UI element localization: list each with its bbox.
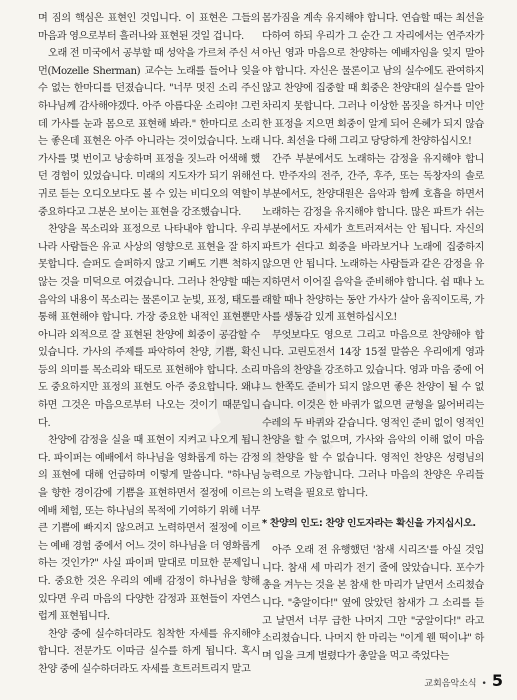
- page-footer: [424, 671, 503, 690]
- body-paragraph: 며 짐의 핵심은 표현인 것입니다. 이 표현은 그들의 마음과 영으로부터 흘러나와 표현된 것일 겁니다.: [38, 13, 260, 42]
- footer-separator: •: [481, 679, 487, 689]
- body-paragraph: 몸가짐을 계속 유지해야 합니다. 연습할 때는 최선을 다하여 하되 우리가 그 순간 그 자리에서는 연주자가 아닌 영과 마음으로 찬양하는 예배자임을 잊지 말아야 합니다. 자신은 물론이고 남의 실수에도 관여하지 않고 찬양에 집중할 때 회중은 찬양대의 실수를 알아차리지 못합니다. 그러나 이상한 몸짓을 하거나 미안한 표정을 지으면 회중이 알게 되어 은혜가 되지 않습니다. 최선을 다해 그리고 당당하게 찬양하십시오!: [262, 13, 484, 148]
- magazine-name: 교회음악소식: [424, 679, 477, 689]
- left-column: [38, 10, 260, 679]
- body-paragraph: 간주 부분에서도 노래하는 감정을 유지해야 합니다. 반주자의 전주, 간주, 후주, 또는 독창자의 솔로 부분에서도, 찬양대원은 음악과 함께 호흡을 하면서 노래하는 감정을 유지해야 합니다. 많은 파트가 쉬는 부분에서도 자세가 흐트러져서는 안 됩니다. 자신의 파트가 쉰다고 회중을 바라보거나 노래에 집중하지 않으면 안 됩니다. 노래하는 사람들과 같은 감정을 유지하면서 이어질 음악을 준비해야 합니다. 쉼 때나 노래할 때나 찬양하는 동안 가사가 살아 움직이도록, 가사를 생동감 있게 표현하십시오!: [262, 153, 484, 324]
- body-paragraph: 찬양을 목소리와 표정으로 나타내야 합니다. 우리 나라 사람들은 유교 사상의 영향으로 표현을 잘 하지 못합니다. 슬퍼도 슬퍼하지 않고 기뻐도 기쁜 척하지 않는 것을 미덕으로 여겼습니다. 그러나 찬양할 때는 음악의 내용이 목소리는 물론이고 눈빛, 표정, 태도를 통해 표현해야 합니다. 가장 중요한 내적인 표현뿐만 아니라 외적으로 잘 표현된 찬양에 회중이 공감할 수 있습니다. 가사의 주제를 파악하여 찬양, 기쁨, 확신 등의 의미를 목소리와 태도로 표현해야 합니다. 소리도 중요하지만 표정의 표현도 아주 중요합니다. 왜냐하면 그것은 마음으로부터 나오는 것이기 때문입니다.: [38, 224, 260, 429]
- section-subheading: * 찬양의 인도: 찬양 인도자라는 확신을 가지십시오.: [262, 517, 476, 529]
- body-paragraph: 아주 오래 전 유행했던 '참새 시리즈'를 아실 것입니다. 참새 세 마리가 전기 줄에 앉았습니다. 포수가 총을 겨누는 것을 본 참새 한 마리가 날면서 소리쳤습니다. "충알이다!" 옆에 앉았던 참새가 그 소리를 듣고 날면서 너무 급한 나머지 그만 "궁알이다!" 라고 소리쳤습니다. 나머지 한 마리는 "이게 웬 떡이냐" 하며 입을 크게 벌렸다가 총알을 먹고 죽었다는: [262, 545, 484, 662]
- body-paragraph: 무엇보다도 영으로 그리고 마음으로 찬양해야 합니다. 고린도전서 14장 15절 말씀은 우리에게 영과 마음의 찬양을 강조하고 있습니다. 영과 마음 중에 어느 한쪽도 준비가 되지 않으면 좋은 찬양이 될 수 없습니다. 이것은 한 바퀴가 없으면 균형을 잃어버리는 수레의 두 바퀴와 같습니다. 영적인 준비 없이 영적인 찬양을 할 수 없으며, 가사와 음악의 이해 없이 마음의 찬양을 할 수 없습니다. 영적인 찬양은 성령님의 능력으로 가능합니다. 그러나 마음의 찬양은 우리들의 노력을 필요로 합니다.: [262, 329, 484, 500]
- body-paragraph: 오래 전 미국에서 공부할 때 성악을 가르쳐 주신 셔먼(Mozelle Sherman) 교수는 노래를 들어나 잊을 수 없는 한마디를 던졌습니다. "너무 멋진 소리 주신 하나님께 감사해야겠다. 아주 아름다운 소리야! 그런데 가사를 눈과 몸으로 표현해 봐라." 한마디로 소리는 좋은데 표현은 아주 아니라는 것이었습니다. 노래 가사를 몇 번이고 낭송하며 표정을 짓느라 어색해 했던 경험이 있었습니다. 미래의 지도자가 되기 위해선 귀로 듣는 오디오보다도 볼 수 있는 비디오의 역할이 중요하다고 그분은 보이는 표현을 강조했습니다.: [38, 48, 260, 218]
- body-paragraph: 찬양 중에 실수하더라도 침착한 자세를 유지해야 합니다. 전문가도 이따금 실수를 하게 됩니다. 혹시 찬양 중에 실수하더라도 자세를 흐트러트리지 말고: [38, 628, 260, 675]
- right-column: [262, 10, 484, 665]
- page-number: 5: [491, 671, 503, 690]
- body-paragraph: 찬양에 감정을 실을 때 표현이 지켜고 나오게 됩니다. 파이퍼는 예배에서 하나님을 영화롭게 하는 감정의 표현에 대해 언급하며 이렇게 말씀니다. "하나님을 향한 경이감에 기쁨을 표현하면서 절정에 이르는 예배 체험, 또는 하나님의 목적에 기여하기 위해 너무 큰 기쁨에 빠지지 않으려고 노력하면서 절정에 이르는 예배 경험 중에서 어느 것이 하나님을 더 영화롭게 하는 것인가?" 사실 파이퍼 말대로 미묘한 문제입니다. 중요한 것은 우리의 예배 감정이 하나님을 향해 있다면 우리 마음의 다양한 감정과 표현들이 자연스럽게 표현됩니다.: [38, 435, 260, 623]
